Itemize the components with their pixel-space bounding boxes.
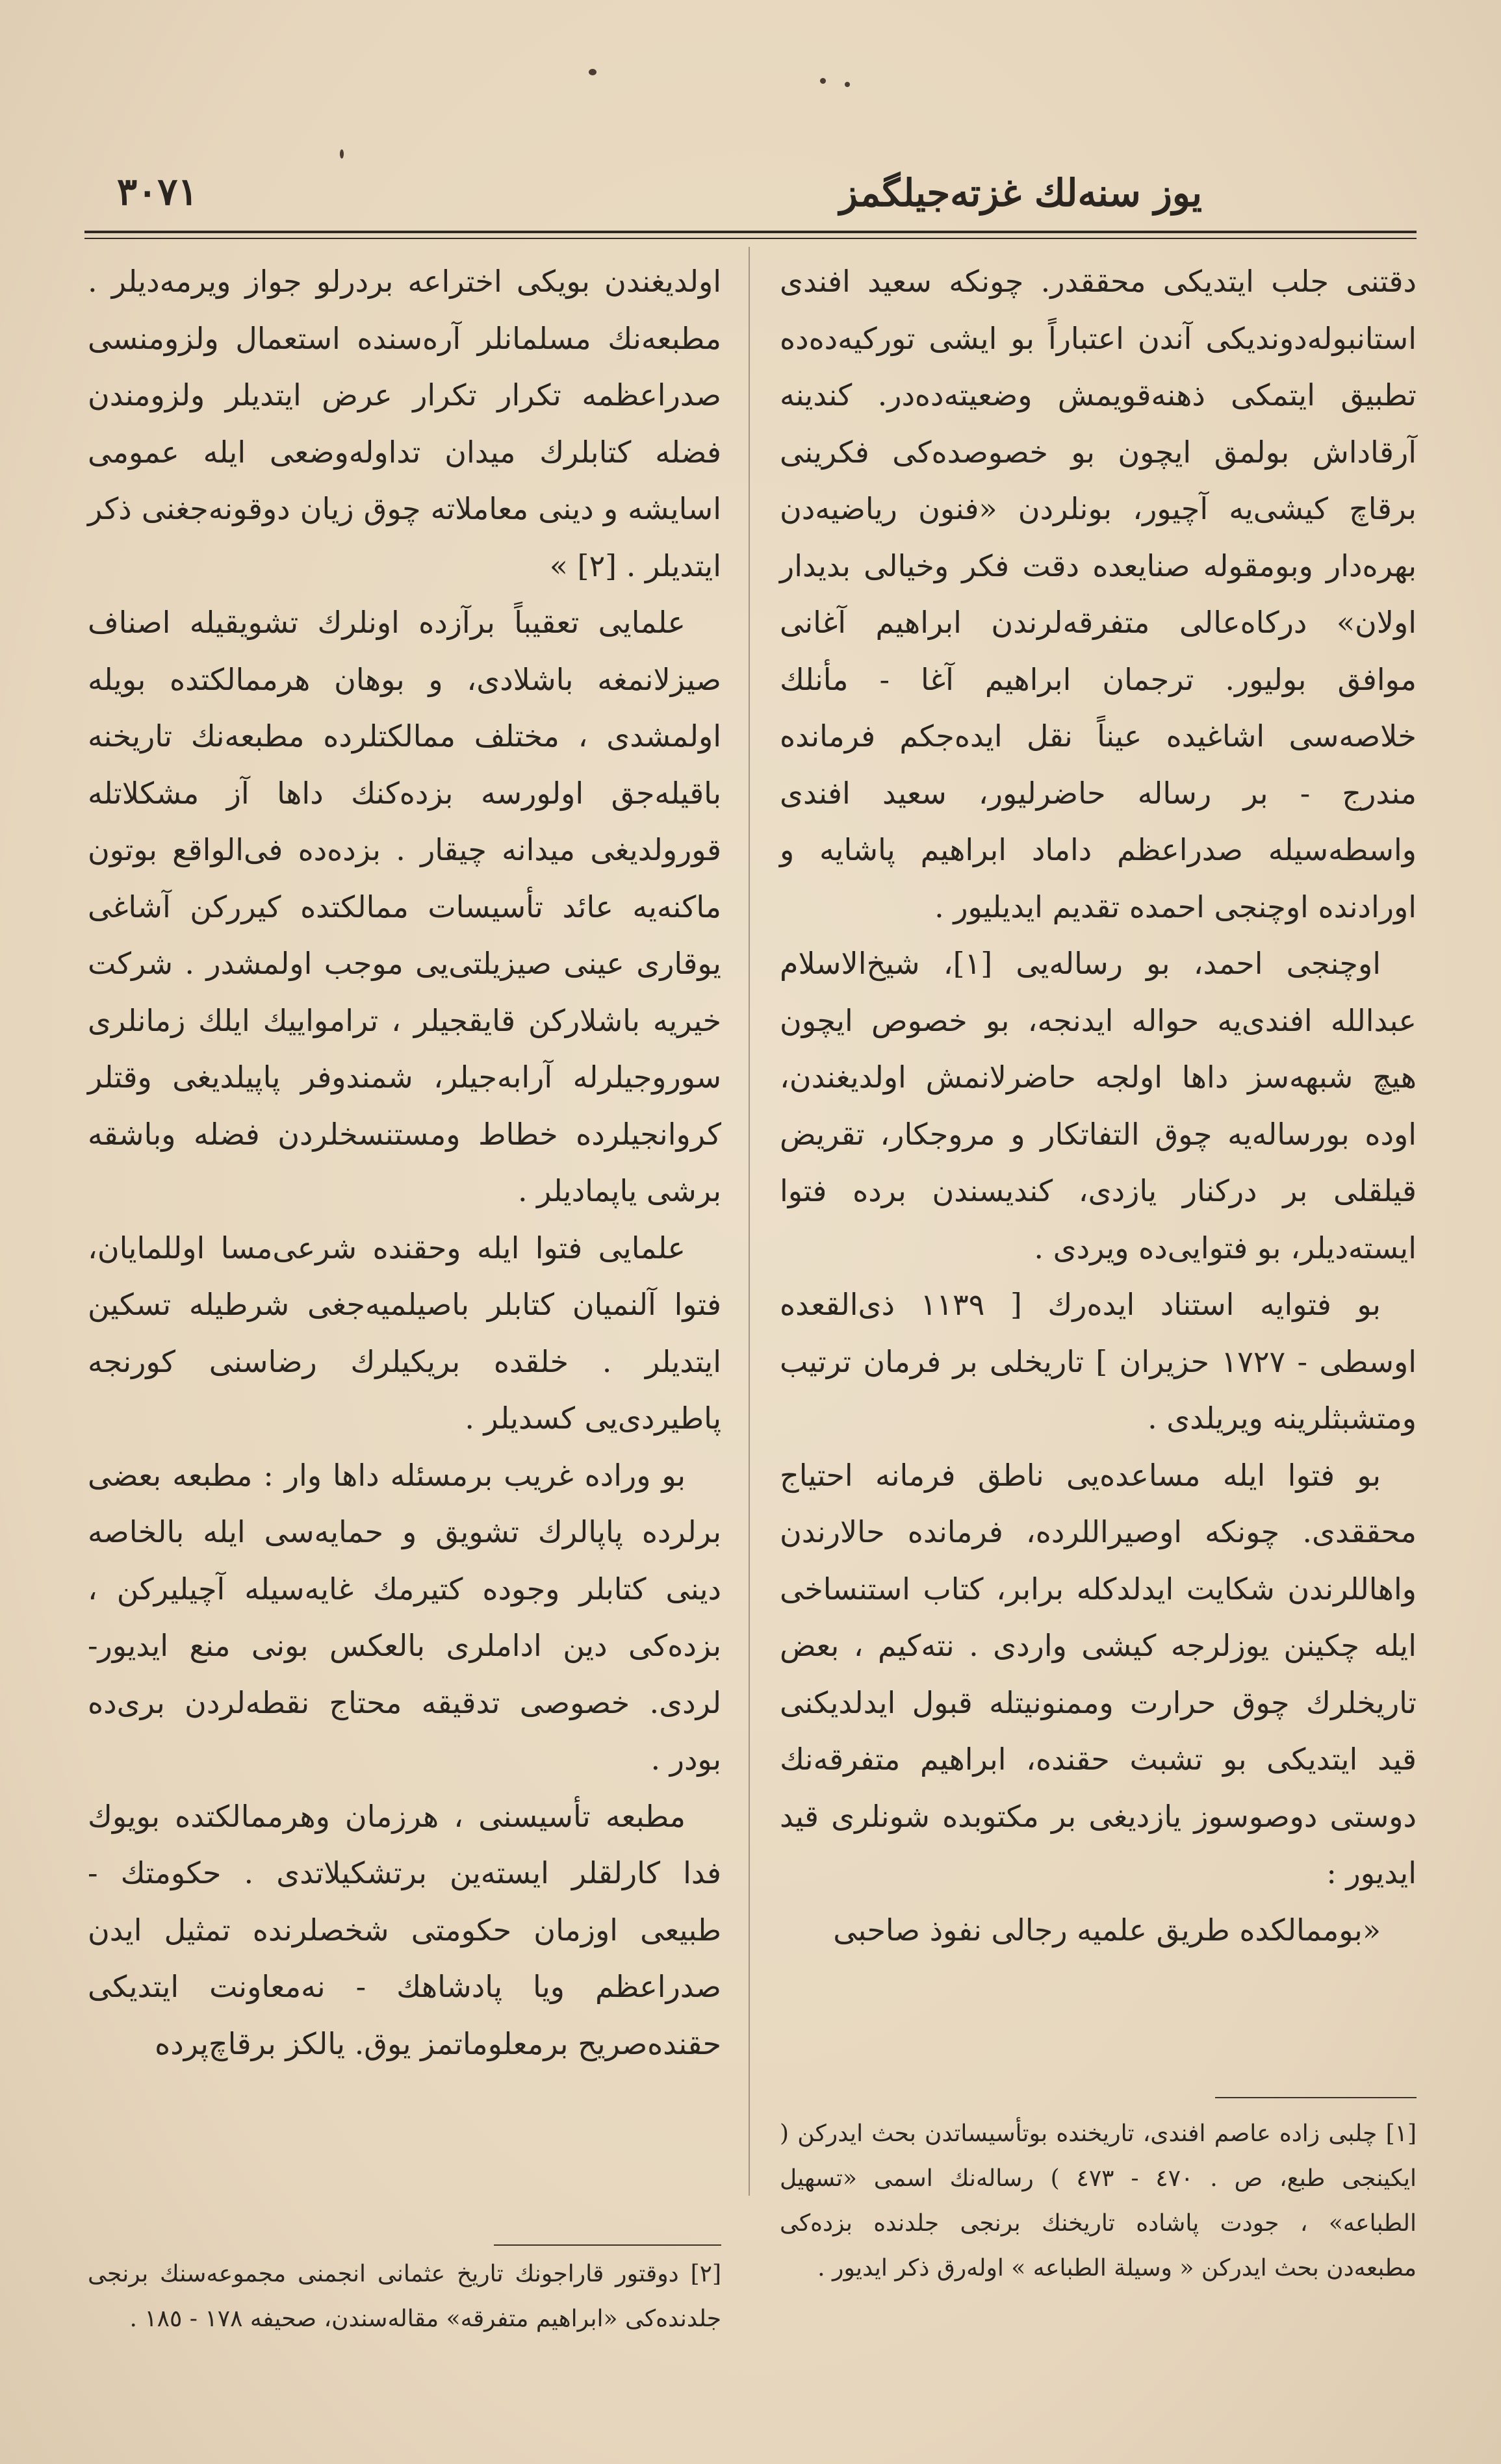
paragraph: اولدیغندن بویکی اختراعه بردرلو جواز ویرمه‌دیلر . مطبعه‌نك مسلمانلر آره‌سنده استعمال ولزومنسی صدراعظمه تکرار تکرار عرض ایتدیلر ولزومندن فضله کتابلرك میدان تداوله‌وضعی ایله عمومی اسایشه و دینی معاملاته چوق زیان دوقونه‌جغنی ذکر ایتدیلر . [٢] » bbox=[88, 264, 721, 583]
header-rule bbox=[84, 231, 1417, 233]
page-header bbox=[91, 166, 1410, 224]
column-divider bbox=[749, 247, 750, 2196]
ink-dot bbox=[340, 149, 344, 159]
paragraph: علمایی فتوا ایله وحقنده شرعی‌مسا اوللمایان، فتوا آلنمیان کتابلر باصیلمیه‌جغی شرطیله تسکین ایتدیلر . خلقده بریکیلرك رضاسنی کورنجه پاطیردی‌یی کسدیلر . bbox=[88, 1230, 721, 1436]
ink-dot bbox=[820, 78, 826, 84]
footnote-2 bbox=[88, 2252, 721, 2341]
header-rule-thin bbox=[84, 238, 1417, 239]
paragraph: علمایی تعقیباً برآزده اونلرك تشویقیله اصناف صیزلانمغه باشلادی، و بوهان هرممالکتده بویله اولمشدی ، مختلف ممالکتلرده مطبعه‌نك تاریخنه باقیله‌جق اولورسه بزده‌کنك داها آز مشکلاتله قورولدیغی میدانه چیقار . بزده‌ده فی‌الواقع بوتون ماکنه‌یه عائد تأسیسات ممالکتده کیررکن آشاغی یوقاری عینی صیزیلتی‌یی موجب اولمشدر . شرکت خیریه باشلارکن قایقجیلر ، ترامواییك ایلك زمانلری سوروجیلرله آرابه‌جیلر، شمندوفر پاپیلدیغی وقتلر کروانجیلرده خطاط ومستنسخلردن فضله وباشقه برشی یاپمادیلر . bbox=[88, 605, 721, 1208]
paragraph: بو فتوا ایله مساعده‌یی ناطق فرمانه احتیاج محققدی. چونکه اوصیراللرده، فرمانده حالارندن واهاللرندن شکایت ایدلدکله برابر، کتاب استنساخی ایله چکینن یوزلرجه کیشی واردی . نته‌کیم ، بعض تاریخلرك چوق حرارت وممنونیتله قبول ایدلدیکنی قید ایتدیکی بو تشبث حقنده، ابراهیم متفرقه‌نك دوستی دوصوسوز یازدیغی بر مکتوبده شونلری قید ایدیور : bbox=[780, 1457, 1417, 1890]
page-number: ٣٠٧١ bbox=[117, 170, 198, 214]
footnote-rule bbox=[494, 2244, 721, 2246]
right-column bbox=[780, 253, 1417, 1959]
paragraph: بو فتوایه استناد ایده‌رك [ ١١٣٩ ذی‌القعده اوسطی - ١٧٢٧ حزیران ] تاریخلی بر فرمان ترتیب ومتشبثلرینه ویریلدی . bbox=[780, 1287, 1417, 1436]
footnote-text: [٢] دوقتور قاراجونك تاریخ عثمانی انجمنی مجموعه‌سنك برنجی جلدنده‌کی «ابراهیم متفرقه» مقاله‌سندن، صحیفه ١٧٨ - ١٨٥ . bbox=[88, 2261, 721, 2332]
paragraph: «بوممالکده طریق علمیه رجالی نفوذ صاحبی bbox=[833, 1912, 1381, 1948]
running-title: یوز سنه‌لك غزته‌جیلگمز bbox=[840, 171, 1202, 215]
footnote-1 bbox=[780, 2111, 1417, 2291]
paragraph: مطبعه تأسیسنی ، هرزمان وهرممالکتده بویوك فدا کارلقلر ایسته‌ین برتشکیلاتدی . حکومتك - طبیعی اوزمان حکومتی شخصلرنده تمثیل ایدن صدراعظم ویا پادشاهك - نه‌معاونت ایتدیکی حقنده‌صریح برمعلوماتمز یوق. یالکز برقاچ‌پرده bbox=[88, 1798, 721, 2061]
ink-dot bbox=[845, 82, 850, 87]
paragraph: اوچنجی احمد، بو رساله‌یی [١]، شیخ‌الاسلام عبدالله افندی‌یه حواله ایدنجه، بو خصوص ایچون هیچ شبهه‌سز داها اولجه حاضرلانمش اولدیغندن، اوده بورساله‌یه چوق التفاتکار و مروجکار، تقریض قیلقلی بر درکنار یازدی، کندیسندن برده فتوا ایسته‌دیلر، بو فتوایی‌ده ویردی . bbox=[780, 946, 1417, 1265]
ink-dot bbox=[589, 69, 597, 75]
footnote-text: [١] چلبی زاده عاصم افندی، تاریخنده بوتأسیساتدن بحث ایدرکن ( ایکینجی طبع، ص . ٤٧٠ - ٤٧٣ ) رساله‌نك اسمی «تسهیل الطباعه» ، جودت پاشاده تاریخنك برنجی جلدنده بزده‌کی مطبعه‌دن بحث ایدرکن « وسیلة الطباعه » اوله‌رق ذکر ایدیور . bbox=[780, 2120, 1417, 2281]
paragraph: دقتنی جلب ایتدیکی محققدر. چونكه سعید افندی استانبوله‌دوندیکی آندن اعتباراً بو ایشی تورکیه‌ده‌ده تطبیق ایتمکی ذهنه‌قویمش وضعیته‌دەدر. کندینه آرقاداش بولمق ایچون بو خصوصده‌کی فکرینی برقاچ کیشی‌یه آچیور، بونلردن «فنون ریاضیه‌دن بهره‌دار وبومقوله صنایعده دقت فکر وخیالی بدیدار اولان» درکاه‌عالی متفرقه‌لرندن ابراهیم آغانی موافق بولیور. ترجمان ابراهیم آغا - مأنلك خلاصه‌سی اشاغیده عیناً نقل ایده‌جکم فرمانده مندرج - بر رساله حاضرلیور، سعید افندی واسطه‌سیله صدراعظم داماد ابراهیم پاشایه و اورادنده اوچنجی احمده تقدیم ایدیلیور . bbox=[780, 264, 1417, 924]
left-column bbox=[88, 253, 721, 2072]
paragraph: بو وراده غریب برمسئله داها وار : مطبعه بعضی برلرده پاپالرك تشویق و حمایه‌سی ایله بالخاصه دینی کتابلر وجوده کتیرمك غایه‌سیله آچیلیرکن ، بزده‌کی دین اداملری بالعکس بونی منع ایدیور- لردی. خصوصی تدقیقه محتاج نقطه‌لردن بری‌ده بودر . bbox=[88, 1457, 721, 1777]
footnote-rule bbox=[1215, 2097, 1417, 2098]
